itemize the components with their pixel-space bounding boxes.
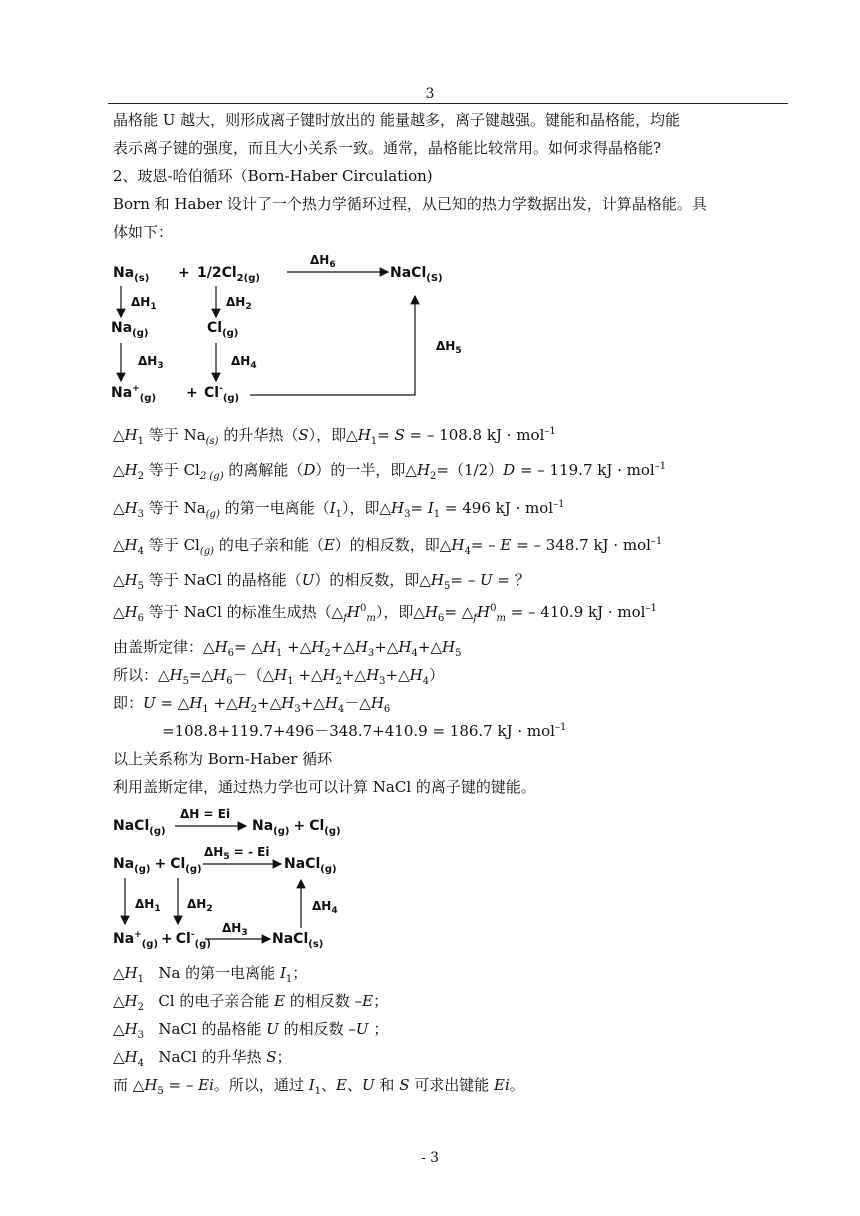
eq-h3: $\triangle H_3$ 等于 $Na_{(g)}$ 的第一电离能$(I_1)$，即$\triangle H_3= I_1 = 496$ kJ · mol$^{-1}$ xyxy=(113,499,565,520)
c1-plus: + xyxy=(178,265,190,281)
c1-plus-2: + xyxy=(186,385,198,401)
eq-suoyi: 所以：$\triangle H_5=\triangle H_6-(\triangle H_1$ $+\triangle H_2+\triangle H_3+\triangle H_4$） xyxy=(113,666,445,687)
after-line-1: 以上关系称为 Born-Haber 循环 xyxy=(113,750,333,768)
header-page-number: 3 xyxy=(425,86,435,102)
section-title: 2、玻恩-哈伯循环（Born-Haber Circulation) xyxy=(113,167,433,185)
legend-h4: $\triangle H_4$ NaCl 的升华热 S； xyxy=(113,1048,292,1069)
c1-cl-ion: $Cl^-_{(g)}$ xyxy=(204,384,240,404)
cycle-1 xyxy=(111,253,462,404)
legend-h3: $\triangle H_3$ NaCl 的晶格能 U 的相反数 –U ； xyxy=(113,1020,389,1041)
c1-dh6: $\Delta H_6$ xyxy=(310,253,336,270)
c1-dh4: $\Delta H_4$ xyxy=(231,354,257,371)
c1-dh2: $\Delta H_2$ xyxy=(226,295,252,312)
c2-na-cl-g: $Na_{(g)} + Cl_{(g)}$ xyxy=(252,818,341,837)
c1-na-s: $Na_{(s)}$ xyxy=(113,265,150,284)
c2-dh1: $\Delta H_1$ xyxy=(135,897,161,914)
c1-half-cl2: $1/2Cl_{2(g)}$ xyxy=(197,265,260,284)
eq-h4: $\triangle H_4$ 等于 $Cl_{(g)}$ 的电子亲和能（E）的相反数，即$\triangle H_4= - E$ = – 348.7 kJ · mol$^{-1}$ xyxy=(113,536,663,557)
legend-h2: $\triangle H_2$ Cl 的电子亲合能 E 的相反数 –E； xyxy=(113,992,389,1013)
c2-row2-left: $Na_{(g)} + Cl_{(g)}$ xyxy=(113,856,202,875)
c1-na-g: $Na_{(g)}$ xyxy=(111,320,149,339)
c1-dh1: $\Delta H_1$ xyxy=(131,295,157,312)
c1-cl-g: $Cl_{(g)}$ xyxy=(207,320,239,339)
c2-nacl-s: NaCl$_{(s)}$ xyxy=(272,931,324,950)
eq-h2: $\triangle H_2$ 等于 $Cl_{2 (g)}$ 的离解能（D）的一半，即$\triangle H_2=(1/2)D$ = – 119.7 kJ · mol$^{-1}$ xyxy=(113,461,667,482)
c1-arrow-h5 xyxy=(250,296,415,395)
born-line-1: Born 和 Haber 设计了一个热力学循环过程，从已知的热力学数据出发，计算晶格能。具 xyxy=(113,195,707,213)
c2-dh-ei: ΔH = Ei xyxy=(180,807,231,821)
c2-row3-ions: $Na^+_{(g)} + Cl^-_{(g)}$ xyxy=(113,930,211,950)
legend-final: 而 $\triangle H_5$ = – Ei。所以，通过 $I_1$、E、U 和 S 可求出键能 Ei。 xyxy=(113,1076,525,1097)
eq-h6: $\triangle H_6$ 等于 NaCl 的标准生成热$(\triangle_fH^0_m)$，即$\triangle H_6=$ $\triangle_fH^0_m$ = – 410.9 kJ · mol$^{-1}$ xyxy=(113,603,657,624)
footer-page-number: - 3 xyxy=(420,1150,440,1166)
eq-ji: 即：$U = \triangle H_1$ $+\triangle H_2+\triangle H_3+\triangle H_4-\triangle H_6$ xyxy=(113,694,391,715)
c2-row2-nacl: NaCl$_{(g)}$ xyxy=(284,856,337,875)
eq-h1: $\triangle H_1$ 等于 $Na_{(s)}$ 的升华热（S），即$\triangle H_1= S$ = – 108.8 kJ · mol$^{-1}$ xyxy=(113,426,556,447)
c1-na-ion: $Na^+_{(g)}$ xyxy=(111,384,157,404)
c2-nacl-g: NaCl$_{(g)}$ xyxy=(113,818,166,837)
intro-line-2: 表示离子键的强度，而且大小关系一致。通常，晶格能比较常用。如何求得晶格能? xyxy=(113,139,662,157)
c2-dh2: $\Delta H_2$ xyxy=(187,897,213,914)
eq-hess: 由盖斯定律：$\triangle H_6=$ $\triangle H_1$ $+\triangle H_2+\triangle H_3+\triangle H_4+\triangle H_5$ xyxy=(113,638,462,659)
c2-dh4: $\Delta H_4$ xyxy=(312,899,338,916)
c1-dh3: $\Delta H_3$ xyxy=(138,354,164,371)
c1-nacl-s: NaCl$_{(S)}$ xyxy=(390,265,443,284)
c2-dh5: $\Delta H_5$ = - Ei xyxy=(204,845,270,862)
eq-h5: $\triangle H_5$ 等于 NaCl 的晶格能（U）的相反数，即$\triangle H_5= - U$ = ？ xyxy=(113,571,530,592)
cycle-2 xyxy=(113,807,341,950)
after-line-2: 利用盖斯定律，通过热力学也可以计算 NaCl 的离子键的键能。 xyxy=(113,778,536,796)
intro-line-1: 晶格能 U 越大，则形成离子键时放出的 能量越多，离子键越强。键能和晶格能，均能 xyxy=(113,111,680,129)
eq-numeric: =108.8+119.7+496－348.7+410.9 = 186.7 kJ · mol$^{-1}$ xyxy=(162,722,567,740)
legend-h1: $\triangle H_1$ Na 的第一电离能 $I_1$； xyxy=(113,964,308,985)
c2-dh3: $\Delta H_3$ xyxy=(222,921,248,938)
c1-dh5: $\Delta H_5$ xyxy=(436,339,462,356)
born-line-2: 体如下： xyxy=(113,223,174,241)
